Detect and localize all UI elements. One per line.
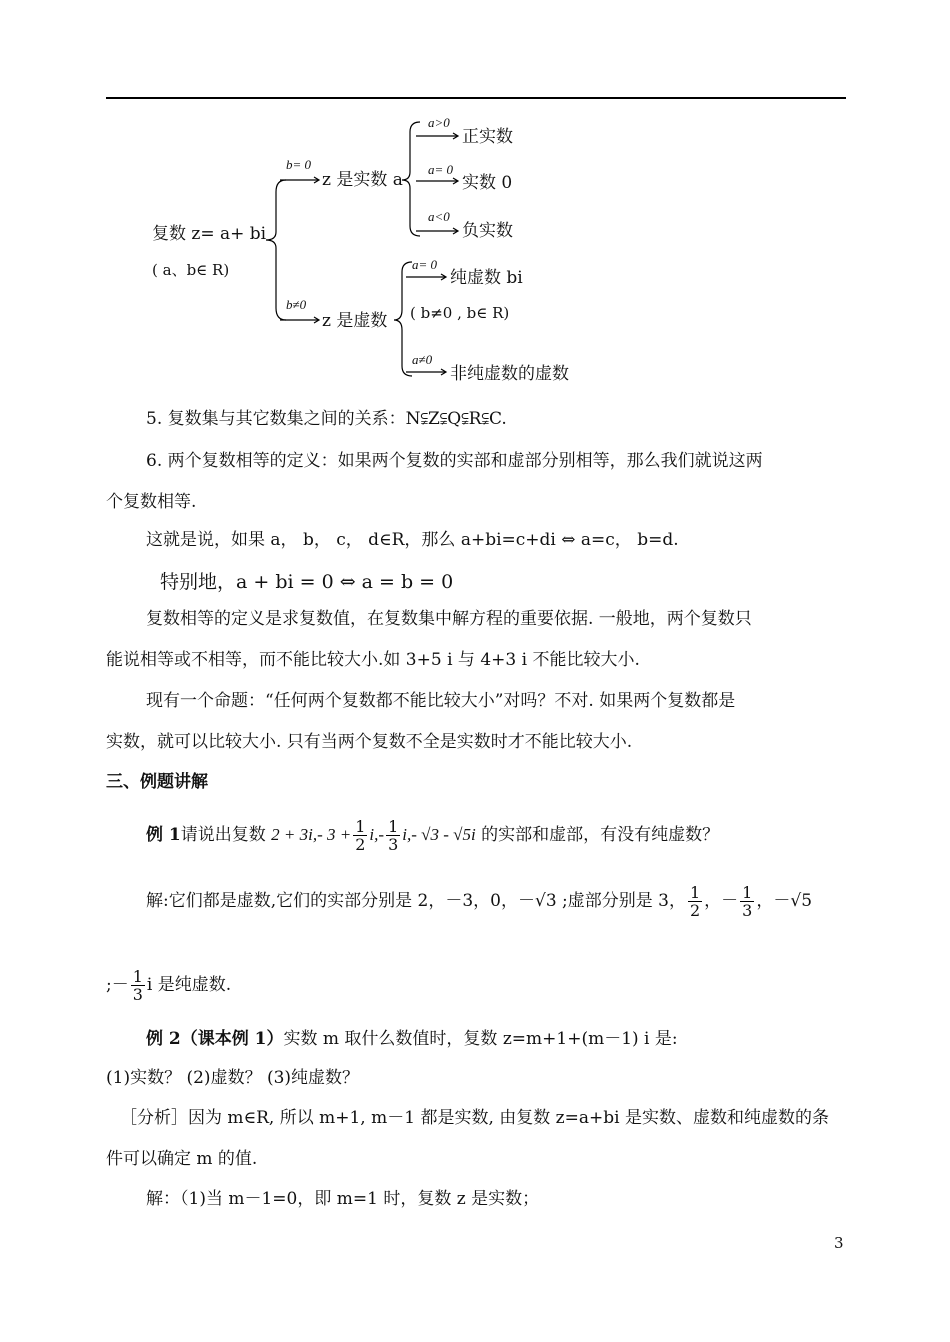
- example-2-solution: 解：（1)当 m－1=0，即 m=1 时，复数 z 是实数；: [146, 1189, 540, 1209]
- paragraph-a-line1: 复数相等的定义是求复数值，在复数集中解方程的重要依据. 一般地，两个复数只: [146, 609, 752, 629]
- example-2-analysis-line1: ［分析］因为 m∈R, 所以 m+1, m－1 都是实数, 由复数 z=a+bi 是实数、虚数和纯虚数的条: [120, 1108, 829, 1128]
- condition-a-nonzero: a≠0: [412, 352, 433, 367]
- example-1-fraction-2: [386, 818, 400, 853]
- fraction-numerator: 1: [132, 967, 143, 986]
- condition-b-zero: b= 0: [286, 157, 312, 172]
- fraction-denominator: 3: [132, 985, 143, 1004]
- section-heading-examples: 三、例题讲解: [106, 772, 208, 792]
- positive-real-label: 正实数: [462, 127, 513, 147]
- example-2-options: (1)实数？ (2)虚数？ (3)纯虚数？: [106, 1068, 360, 1088]
- example-1-expr-c: i,- √3 - √5i: [402, 825, 476, 844]
- diagram-root-domain: ( a、b∈ R): [152, 261, 230, 279]
- condition-a-positive: a>0: [428, 115, 450, 130]
- zero-real-label: 实数 0: [462, 173, 513, 193]
- example-1-solution-line2: [106, 968, 231, 1003]
- fraction-denominator: 2: [689, 901, 701, 920]
- solution-line2-suffix: i 是纯虚数.: [146, 975, 232, 995]
- condition-a-zero-imag: a= 0: [412, 257, 438, 272]
- fraction-denominator: 3: [388, 835, 399, 854]
- real-branch-label: z 是实数 a: [322, 170, 403, 190]
- solution-line2-prefix: ;－: [106, 975, 129, 995]
- item-6-definition-line2: 个复数相等.: [106, 492, 197, 512]
- fraction-numerator: 1: [689, 883, 701, 902]
- condition-b-nonzero: b≠0: [286, 297, 307, 312]
- example-2-question: [146, 1027, 678, 1051]
- example-1-question: [146, 818, 719, 853]
- page-number: 3: [834, 1234, 844, 1252]
- example-1-label: 例 1: [146, 825, 181, 845]
- paragraph-b-line1: 现有一个命题：“任何两个复数都不能比较大小”对吗？不对. 如果两个复数都是: [146, 691, 736, 711]
- equality-condition: 这就是说，如果 a， b， c， d∈R，那么 a+bi=c+di ⇔ a=c， b=d.: [146, 530, 679, 550]
- fraction-denominator: 3: [742, 901, 753, 920]
- non-pure-imaginary-label: 非纯虚数的虚数: [450, 364, 569, 384]
- example-1-expr-b: i,-: [369, 825, 385, 844]
- special-case-equation: 特别地，a + bi = 0 ⇔ a = b = 0: [160, 571, 454, 593]
- imaginary-branch-label: z 是虚数: [322, 311, 388, 331]
- condition-a-negative: a<0: [428, 209, 450, 224]
- condition-a-zero: a= 0: [428, 162, 454, 177]
- fraction-numerator: 1: [742, 883, 753, 902]
- paragraph-b-line2: 实数，就可以比较大小. 只有当两个复数不全是实数时才不能比较大小.: [106, 732, 633, 752]
- diagram-root-label: 复数 z= a+ bi: [152, 224, 267, 244]
- fraction-numerator: 1: [355, 817, 366, 836]
- example-1-suffix: 的实部和虚部，有没有纯虚数？: [481, 825, 720, 845]
- solution-tail: ，－√5: [756, 891, 813, 911]
- solution-fraction-1: [688, 884, 702, 919]
- item-6-definition-line1: 6. 两个复数相等的定义：如果两个复数的实部和虚部分别相等，那么我们就说这两: [146, 451, 763, 471]
- example-2-label: 例 2（课本例 1）: [146, 1029, 284, 1049]
- item-5-number-set-relation: 5. 复数集与其它数集之间的关系：N⫋Z⫋Q⫋R⫋C.: [146, 409, 507, 429]
- fraction-numerator: 1: [388, 817, 399, 836]
- example-1-expr-a: 2 + 3i,- 3 +: [271, 825, 352, 844]
- example-1-fraction-1: [353, 818, 367, 853]
- example-2-question-text: 实数 m 取什么数值时，复数 z=m+1+(m－1) i 是:: [283, 1029, 678, 1049]
- pure-imaginary-note: ( b≠0 , b∈ R): [410, 304, 510, 322]
- solution-separator: ，－: [704, 891, 739, 911]
- negative-real-label: 负实数: [462, 221, 513, 241]
- example-1-prefix: 请说出复数: [180, 825, 266, 845]
- example-1-solution: [146, 884, 812, 919]
- example-1-solution-prefix: 解:它们都是虚数,它们的实部分别是 2，－3，0，－√3 ;虚部分别是 3，: [146, 891, 686, 911]
- solution-fraction-2: [740, 884, 754, 919]
- pure-imaginary-label: 纯虚数 bi: [450, 268, 523, 288]
- fraction-denominator: 2: [355, 835, 366, 854]
- paragraph-a-line2: 能说相等或不相等，而不能比较大小.如 3+5 i 与 4+3 i 不能比较大小.: [106, 650, 640, 670]
- solution-line2-fraction: [131, 968, 145, 1003]
- example-2-analysis-line2: 件可以确定 m 的值.: [106, 1149, 258, 1169]
